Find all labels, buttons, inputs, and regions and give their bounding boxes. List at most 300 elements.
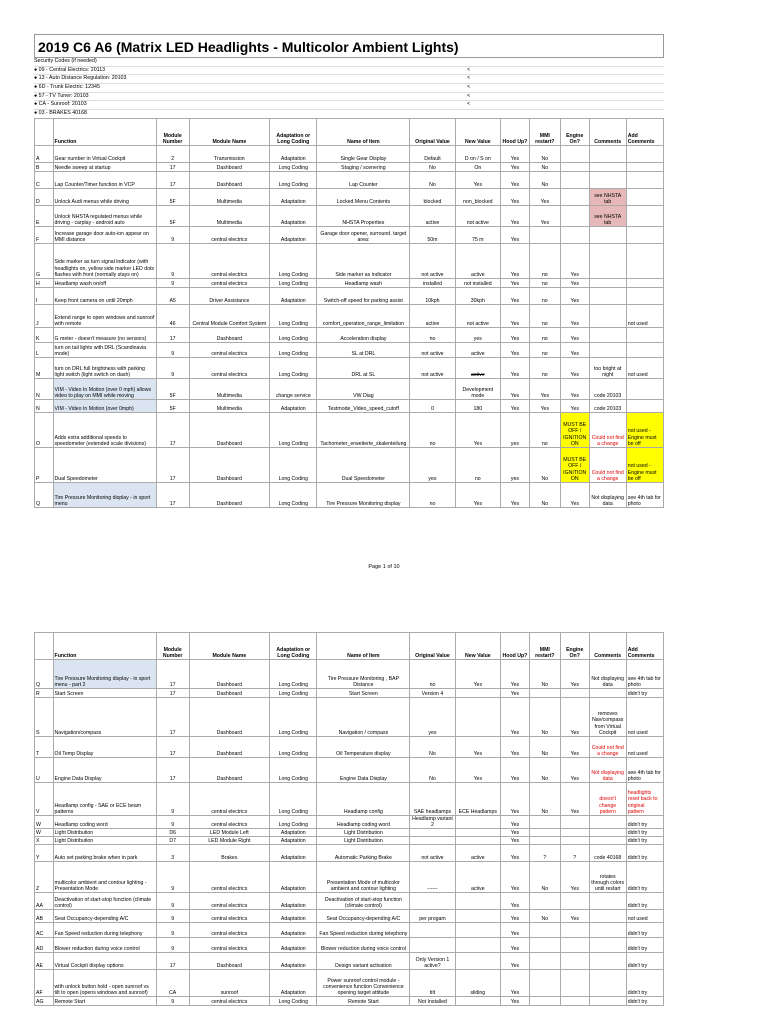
module-name-cell: LED Module Right [189,837,269,845]
original-value-cell: 50m [410,227,455,244]
comments-cell [589,816,626,829]
engine-on-cell: Yes [560,379,589,400]
coding-type-cell: Long Coding [270,483,317,508]
add-comments-cell [626,189,663,206]
table-row [35,305,664,328]
hood-up-cell: Yes [501,923,530,938]
column-header: Module Name [189,633,269,660]
comments-cell [589,227,626,244]
hood-up-cell: Yes [501,206,530,227]
mmi-restart-cell: Yes [529,206,560,227]
hood-up-cell: Yes [501,279,530,288]
original-value-cell: 0 [410,400,455,413]
coding-type-cell: Long Coding [270,343,317,358]
item-name-cell: Design variant activation [317,953,410,970]
engine-on-cell [560,689,589,698]
table-row [35,893,664,910]
comments-cell: Not displaying data [589,660,626,689]
comments-cell [589,689,626,698]
comments-cell [589,288,626,305]
original-value-cell: no [410,483,455,508]
row-id: Y [35,845,54,862]
coding-type-cell: Adaptation [270,923,317,938]
module-name-cell: Dashboard [189,953,269,970]
coding-type-cell: Long Coding [270,737,317,758]
engine-on-cell [560,829,589,837]
new-value-cell: not installed [455,279,500,288]
module-number-cell: 5F [156,189,189,206]
item-name-cell: Switch-off speed for parking assist [317,288,410,305]
item-name-cell: Light Distribution [317,837,410,845]
row-id: F [35,227,54,244]
row-id: T [35,737,54,758]
module-name-cell: Dashboard [189,660,269,689]
comments-cell: code 20103 [589,400,626,413]
coding-type-cell: Adaptation [270,862,317,893]
module-number-cell: 17 [156,758,189,783]
module-number-cell: D6 [156,829,189,837]
table-row [35,244,664,279]
module-number-cell: 17 [156,483,189,508]
function-cell: Increase garage door auto-ion appear on MMI distance [53,227,156,244]
column-header: Hood Up? [501,119,530,146]
original-value-cell: tilt [410,970,455,997]
column-header [35,633,54,660]
function-cell: Extend range to open windows and sunroof with remote [53,305,156,328]
original-value-cell [410,923,455,938]
module-name-cell: central electrics [189,343,269,358]
new-value-cell: active [455,862,500,893]
table-row [35,163,664,172]
comments-cell [589,953,626,970]
module-number-cell: 17 [156,737,189,758]
row-id: J [35,305,54,328]
module-number-cell: D7 [156,837,189,845]
security-code-item [34,75,664,84]
original-value-cell [410,379,455,400]
module-name-cell: sunroof [189,970,269,997]
module-name-cell: central electrics [189,227,269,244]
engine-on-cell: Yes [560,244,589,279]
new-value-cell: On [455,163,500,172]
table-row [35,172,664,189]
new-value-cell: Development mode [455,379,500,400]
item-name-cell: Navigation / compass [317,698,410,737]
add-comments-cell: didn't try [626,845,663,862]
function-cell: Headlamp wash on/off [53,279,156,288]
mmi-restart-cell: no [529,343,560,358]
coding-type-cell: Long Coding [270,358,317,379]
engine-on-cell [560,227,589,244]
module-name-cell: central electrics [189,997,269,1006]
engine-on-cell: Yes [560,358,589,379]
mmi-restart-cell [529,837,560,845]
table-row [35,837,664,845]
table-row [35,328,664,343]
add-comments-cell: see 4th tab for photo [626,483,663,508]
hood-up-cell: yes [501,448,530,483]
module-name-cell: Multimedia [189,206,269,227]
mmi-restart-cell [529,997,560,1006]
add-comments-cell: didn't try [626,970,663,997]
coding-type-cell: Long Coding [270,660,317,689]
item-name-cell: Automatic Parking Brake [317,845,410,862]
function-cell: VIM - Video In Motion (over 0mph) [53,400,156,413]
module-number-cell: 9 [156,923,189,938]
hood-up-cell: Yes [501,829,530,837]
column-header: Function [53,633,156,660]
original-value-cell: no [410,328,455,343]
table-header-row [35,119,664,146]
comments-cell [589,305,626,328]
mmi-restart-cell: ? [529,845,560,862]
new-value-cell: active [455,845,500,862]
security-code-item [34,101,664,110]
module-name-cell: central electrics [189,910,269,923]
engine-on-cell: Yes [560,737,589,758]
row-id: Z [35,862,54,893]
add-comments-cell [626,379,663,400]
row-id: AE [35,953,54,970]
table-row [35,288,664,305]
table-row [35,400,664,413]
item-name-cell: Tachometer_erweiterte_skalenteilung [317,413,410,448]
function-cell: Navigation/compass [53,698,156,737]
table-row [35,698,664,737]
hood-up-cell: Yes [501,227,530,244]
mmi-restart-cell [529,689,560,698]
new-value-cell: active [455,343,500,358]
coding-type-cell: Adaptation [270,845,317,862]
table-row [35,783,664,816]
hood-up-cell: Yes [501,400,530,413]
page-gap [0,584,768,620]
function-cell: Remote Start [53,997,156,1006]
row-id: P [35,448,54,483]
module-name-cell: Transmission [189,146,269,163]
add-comments-cell: not used [626,305,663,328]
hood-up-cell: Yes [501,305,530,328]
module-number-cell: 17 [156,328,189,343]
coding-type-cell: Adaptation [270,970,317,997]
column-header [35,119,54,146]
function-cell: Keep front camera on until 20mph [53,288,156,305]
new-value-cell: Yes [455,758,500,783]
hood-up-cell: Yes [501,660,530,689]
item-name-cell: Side marker as indicator [317,244,410,279]
add-comments-cell [626,343,663,358]
hood-up-cell: Yes [501,758,530,783]
function-cell: with unlock button hold - open sunroof vs tilt to open (opens windows and sunroof) [53,970,156,997]
original-value-cell: per progam [410,910,455,923]
engine-on-cell: Yes [560,660,589,689]
function-cell: G meter - doesn't measure (no sensors) [53,328,156,343]
add-comments-cell [626,206,663,227]
table-row [35,953,664,970]
add-comments-cell: see 4th tab for photo [626,660,663,689]
mmi-restart-cell: No [529,698,560,737]
engine-on-cell [560,923,589,938]
mmi-restart-cell: No [529,163,560,172]
engine-on-cell: Yes [560,400,589,413]
mmi-restart-cell [529,829,560,837]
column-header: Comments [589,119,626,146]
add-comments-cell: didn't try [626,829,663,837]
coding-type-cell: Adaptation [270,837,317,845]
column-header: New Value [455,633,500,660]
function-cell: Unlock NHSTA regulated menus while driving - carplay - android auto [53,206,156,227]
engine-on-cell: Yes [560,698,589,737]
module-number-cell: 9 [156,938,189,953]
comments-cell: code 40168 [589,845,626,862]
new-value-cell: 180 [455,400,500,413]
new-value-cell [455,698,500,737]
item-name-cell: Presentation Mode of multicolor ambient and contour lighting [317,862,410,893]
original-value-cell: SAE headlamps [410,783,455,816]
add-comments-cell: not used [626,698,663,737]
column-header: Module Name [189,119,269,146]
new-value-cell: active [455,358,500,379]
add-comments-cell [626,279,663,288]
function-cell: Dual Speedometer [53,448,156,483]
original-value-cell: not active [410,343,455,358]
mmi-restart-cell: No [529,146,560,163]
module-name-cell: central electrics [189,279,269,288]
new-value-cell: sliding [455,970,500,997]
security-code-text: ● 13 - Auto Distance Regulation: 20103 [34,75,127,82]
security-code-item [34,84,664,93]
new-value-cell: no [455,448,500,483]
mmi-restart-cell: No [529,862,560,893]
function-cell: Lap Counter/Timer function in VCP [53,172,156,189]
hood-up-cell: Yes [501,845,530,862]
coding-table-page-2 [34,632,664,1006]
coding-type-cell: Adaptation [270,400,317,413]
hood-up-cell: Yes [501,328,530,343]
hood-up-cell: Yes [501,689,530,698]
coding-type-cell: Long Coding [270,816,317,829]
item-name-cell: Start Screen [317,689,410,698]
mmi-restart-cell [529,923,560,938]
mmi-restart-cell: no [529,244,560,279]
security-code-text: ● 03 - BRAKES 40168 [34,110,87,117]
engine-on-cell: MUST BE OFF / IGNITION ON [560,413,589,448]
item-name-cell: Headlamp wash [317,279,410,288]
add-comments-cell: not used [626,910,663,923]
coding-type-cell: Long Coding [270,172,317,189]
engine-on-cell [560,172,589,189]
mmi-restart-cell: no [529,413,560,448]
mmi-restart-cell: No [529,172,560,189]
engine-on-cell: Yes [560,783,589,816]
coding-type-cell: Adaptation [270,206,317,227]
module-number-cell: CA [156,970,189,997]
comments-cell: rotates through colors until restart [589,862,626,893]
hood-up-cell: Yes [501,163,530,172]
table-row [35,358,664,379]
table-header-row [35,633,664,660]
module-number-cell: 17 [156,698,189,737]
column-header: Add Comments [626,119,663,146]
module-name-cell: Dashboard [189,328,269,343]
mmi-restart-cell: No [529,737,560,758]
engine-on-cell [560,146,589,163]
item-name-cell: Single Gear Display [317,146,410,163]
new-value-cell: active [455,244,500,279]
item-name-cell: Locked Menu Contents [317,189,410,206]
original-value-cell: no [410,660,455,689]
module-number-cell: 17 [156,660,189,689]
original-value-cell [410,938,455,953]
new-value-cell [455,837,500,845]
add-comments-cell: headlights reset back to original pattern [626,783,663,816]
module-number-cell: 9 [156,244,189,279]
column-header: Adaptation or Long Coding [270,633,317,660]
item-name-cell: Power sunroof control module - convenience function Convenience opening target attitude [317,970,410,997]
row-id: K [35,328,54,343]
table-row [35,923,664,938]
function-cell: Oil Temp Display [53,737,156,758]
comments-cell [589,244,626,279]
mmi-restart-cell: no [529,288,560,305]
function-cell: Tire Pressure Monitoring display - in sport menu [53,483,156,508]
add-comments-cell [626,227,663,244]
function-cell: Virtual Cockpit display options [53,953,156,970]
item-name-cell: Tire Pressure Monitoring , BAP Distance [317,660,410,689]
engine-on-cell: Yes [560,328,589,343]
item-name-cell: Seat Occupancy-depending A/C [317,910,410,923]
row-id: B [35,163,54,172]
new-value-cell: yes [455,328,500,343]
function-cell: Start Screen [53,689,156,698]
engine-on-cell [560,816,589,829]
add-comments-cell [626,163,663,172]
module-name-cell: Driver Assistance [189,288,269,305]
module-name-cell: Dashboard [189,163,269,172]
mmi-restart-cell [529,816,560,829]
row-id: A [35,146,54,163]
item-name-cell: Blower reduction during voice control [317,938,410,953]
table-row [35,997,664,1006]
new-value-cell [455,816,500,829]
add-comments-cell [626,328,663,343]
hood-up-cell: Yes [501,910,530,923]
original-value-cell: Only Version 1 active? [410,953,455,970]
mmi-restart-cell: no [529,328,560,343]
module-name-cell: central electrics [189,358,269,379]
coding-type-cell: Adaptation [270,146,317,163]
coding-type-cell: Long Coding [270,689,317,698]
item-name-cell: VW Diag [317,379,410,400]
function-cell: Needle sweep at startup [53,163,156,172]
table-row [35,227,664,244]
add-comments-cell: didn't try [626,816,663,829]
module-number-cell: 9 [156,227,189,244]
original-value-cell: Headlamp variant 2 [410,816,455,829]
comments-cell [589,829,626,837]
item-name-cell: Staging / scenering [317,163,410,172]
engine-on-cell [560,953,589,970]
module-number-cell: 9 [156,279,189,288]
security-code-item [34,93,664,102]
engine-on-cell: Yes [560,288,589,305]
coding-type-cell: Long Coding [270,758,317,783]
coding-type-cell: Long Coding [270,305,317,328]
mmi-restart-cell: No [529,483,560,508]
mmi-restart-cell: no [529,305,560,328]
document-title: 2019 C6 A6 (Matrix LED Headlights - Multicolor Ambient Lights) [34,34,664,58]
table-row [35,689,664,698]
hood-up-cell: Yes [501,288,530,305]
add-comments-cell: didn't try [626,862,663,893]
mmi-restart-cell [529,938,560,953]
new-value-cell: ECE Headlamps [455,783,500,816]
security-code-text: ● CA - Sunroof: 20103 [34,101,87,108]
module-name-cell: Brakes [189,845,269,862]
table-row [35,970,664,997]
table-row [35,829,664,837]
row-id: R [35,689,54,698]
hood-up-cell: Yes [501,893,530,910]
column-header: MMI restart? [529,119,560,146]
add-comments-cell: not used - Engine must be off [626,413,663,448]
column-header: Function [53,119,156,146]
row-id: G [35,244,54,279]
table-row [35,938,664,953]
column-header: Module Number [156,119,189,146]
add-comments-cell: not used - Engine must be off [626,448,663,483]
new-value-cell [455,923,500,938]
module-number-cell: 9 [156,816,189,829]
column-header: Name of Item [317,633,410,660]
hood-up-cell: Yes [501,938,530,953]
mmi-restart-cell: Yes [529,379,560,400]
row-id: AB [35,910,54,923]
item-name-cell: Engine Data Display [317,758,410,783]
comments-cell: code 20103 [589,379,626,400]
new-value-cell [455,689,500,698]
row-id: O [35,413,54,448]
add-comments-cell [626,244,663,279]
table-row [35,146,664,163]
item-name-cell: Remote Start [317,997,410,1006]
coding-type-cell: Long Coding [270,698,317,737]
new-value-cell: not active [455,305,500,328]
item-name-cell: Tire Pressure Monitoring display [317,483,410,508]
engine-on-cell [560,206,589,227]
module-number-cell: 9 [156,358,189,379]
coding-type-cell: Adaptation [270,893,317,910]
original-value-cell: active [410,305,455,328]
function-cell: multicolor ambient and contour lighting -Presentation Mode [53,862,156,893]
original-value-cell: yes [410,698,455,737]
module-name-cell: Dashboard [189,698,269,737]
module-name-cell: Dashboard [189,737,269,758]
row-id: Q [35,483,54,508]
table-row [35,845,664,862]
comments-cell [589,163,626,172]
hood-up-cell: Yes [501,737,530,758]
table-row [35,737,664,758]
hood-up-cell: Yes [501,244,530,279]
module-number-cell: 9 [156,997,189,1006]
page-number: Page 1 of 10 [368,564,400,570]
original-value-cell: no [410,413,455,448]
coding-type-cell: Adaptation [270,953,317,970]
new-value-cell: Yes [455,660,500,689]
item-name-cell: SL at DRL [317,343,410,358]
table-row [35,862,664,893]
